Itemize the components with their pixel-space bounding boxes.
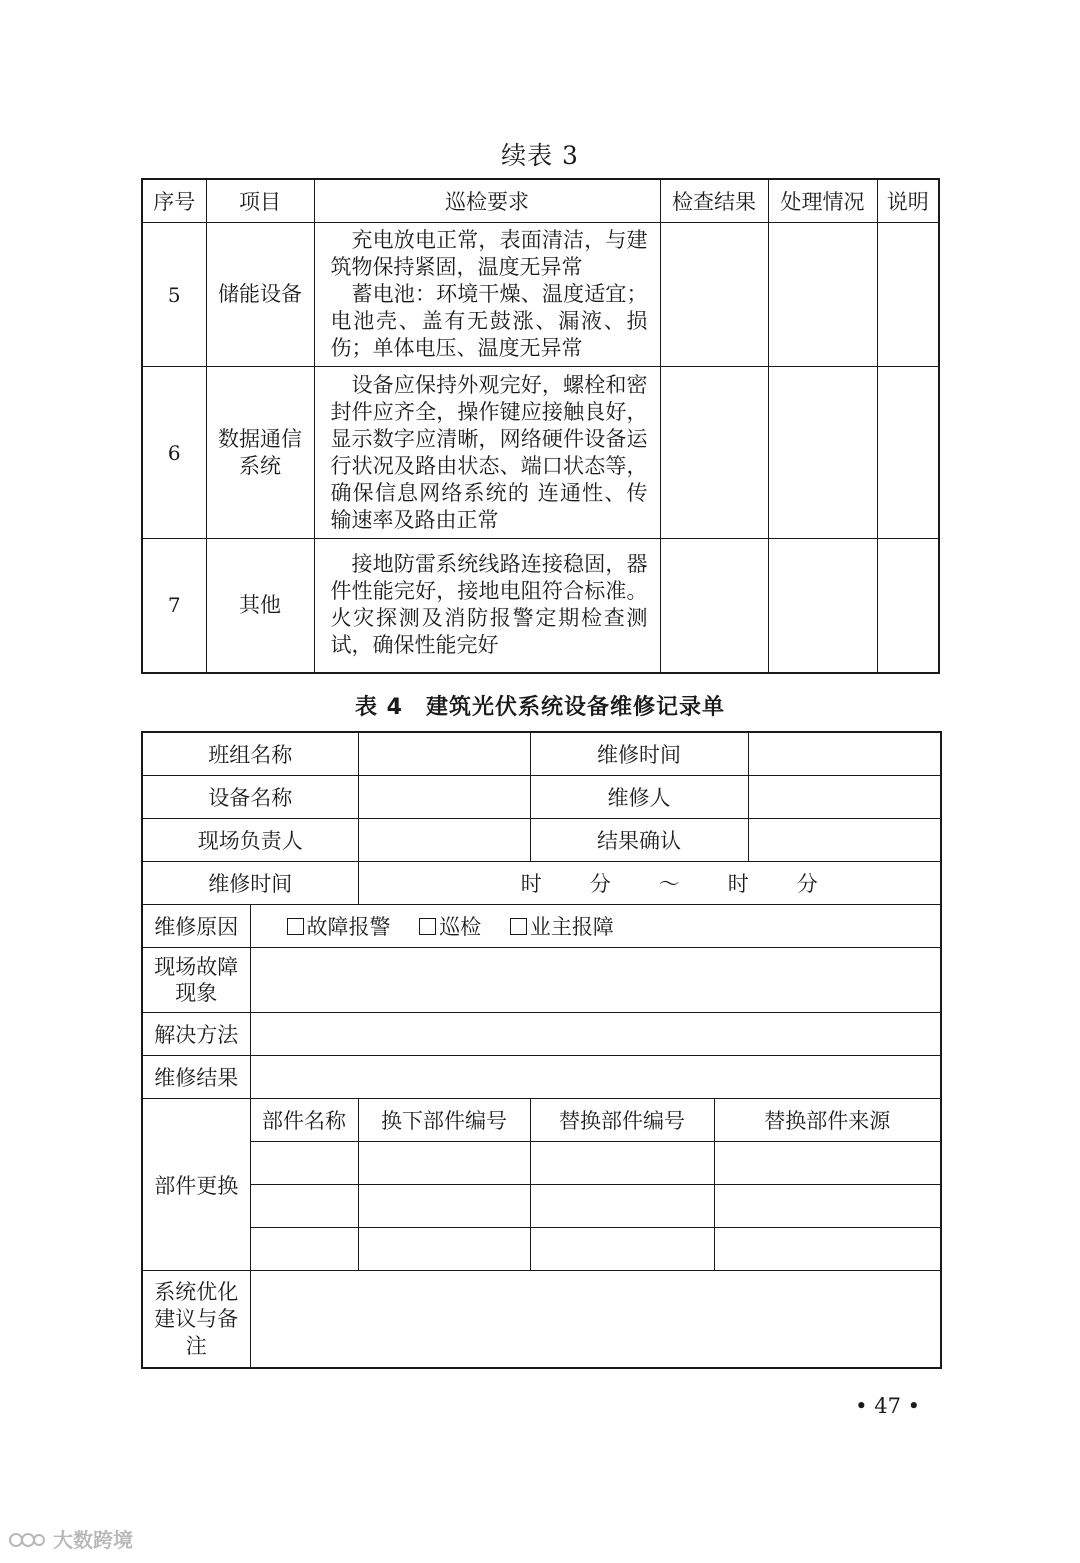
team-name-field[interactable]	[358, 732, 530, 776]
hour-unit: 时	[727, 872, 749, 896]
row-item-line: 系统	[239, 453, 281, 478]
solution-field[interactable]	[250, 1013, 941, 1056]
table4-title: 表 4 建筑光伏系统设备维修记录单	[355, 695, 725, 720]
minute-unit: 分	[796, 872, 818, 896]
form-row	[142, 1271, 941, 1369]
removed-no-cell[interactable]	[358, 1228, 530, 1271]
parts-replacement-label: 部件更换	[142, 1099, 250, 1271]
part-name-cell[interactable]	[250, 1142, 358, 1185]
removed-no-cell[interactable]	[358, 1185, 530, 1228]
parts-header-name: 部件名称	[250, 1099, 358, 1142]
label-line: 现场故障	[154, 955, 239, 979]
handling-cell[interactable]	[768, 223, 877, 367]
repair-duration-label: 维修时间	[142, 862, 358, 905]
repair-time-field[interactable]	[748, 732, 941, 776]
reason-option-label: 业主报障	[529, 915, 614, 939]
form-row	[142, 776, 941, 819]
range-tilde: ～	[658, 872, 680, 896]
form-row	[142, 1013, 941, 1056]
parts-header-source: 替换部件来源	[714, 1099, 941, 1142]
requirement-text: 接地防雷系统线路连接稳固，器件性能完好，接地电阻符合标准。火灾探测及消防报警定期检查测试，确保性能完好	[330, 552, 648, 658]
source-cell[interactable]	[714, 1228, 941, 1271]
repair-result-field[interactable]	[250, 1056, 941, 1099]
watermark-logo-icon	[8, 1529, 46, 1551]
hour-unit: 时	[520, 872, 542, 896]
label-line: 注	[185, 1333, 207, 1358]
header-remarks: 说明	[877, 179, 939, 223]
table-row	[142, 223, 939, 367]
parts-row	[142, 1228, 941, 1271]
repair-record-table	[141, 731, 942, 1369]
parts-row	[142, 1142, 941, 1185]
reason-option-label: 巡检	[439, 915, 482, 939]
row-item	[206, 367, 314, 539]
row-item: 储能设备	[206, 223, 314, 367]
table-row	[142, 367, 939, 539]
form-row	[142, 948, 941, 1013]
header-handling: 处理情况	[768, 179, 877, 223]
row-item-line: 数据通信	[218, 426, 302, 451]
result-confirm-field[interactable]	[748, 819, 941, 862]
header-check-result: 检查结果	[660, 179, 768, 223]
repair-time-label: 维修时间	[530, 732, 748, 776]
row-number: 7	[142, 539, 206, 673]
solution-label: 解决方法	[142, 1013, 250, 1056]
row-requirements	[314, 539, 660, 673]
reason-option-inspection[interactable]	[419, 915, 481, 939]
handling-cell[interactable]	[768, 367, 877, 539]
row-item: 其他	[206, 539, 314, 673]
reason-option-owner-report[interactable]	[510, 915, 614, 939]
parts-header-removed-no: 换下部件编号	[358, 1099, 530, 1142]
repair-reason-label: 维修原因	[142, 905, 250, 948]
source-cell[interactable]	[714, 1142, 941, 1185]
site-manager-label: 现场负责人	[142, 819, 358, 862]
header-seq: 序号	[142, 179, 206, 223]
repair-reason-options	[250, 905, 941, 948]
part-name-cell[interactable]	[250, 1228, 358, 1271]
repairer-field[interactable]	[748, 776, 941, 819]
repairer-label: 维修人	[530, 776, 748, 819]
form-row	[142, 732, 941, 776]
form-row	[142, 1056, 941, 1099]
replacement-no-cell[interactable]	[530, 1228, 714, 1271]
reason-option-fault-alarm[interactable]	[287, 915, 391, 939]
form-row	[142, 1099, 941, 1142]
form-row	[142, 862, 941, 905]
check-result-cell[interactable]	[660, 367, 768, 539]
minute-unit: 分	[589, 872, 611, 896]
requirement-text: 设备应保持外观完好，螺栓和密封件应齐全，操作键应接触良好，显示数字应清晰，网络硬件设备运行状况及路由状态、端口状态等，确保信息网络系统的 连通性、传输速率及路由正常	[330, 372, 648, 532]
table-header-row	[142, 179, 939, 223]
row-number: 5	[142, 223, 206, 367]
watermark	[8, 1524, 133, 1553]
removed-no-cell[interactable]	[358, 1142, 530, 1185]
team-name-label: 班组名称	[142, 732, 358, 776]
requirement-text: 充电放电正常，表面清洁，与建筑物保持紧固，温度无异常	[330, 228, 648, 279]
form-row	[142, 819, 941, 862]
site-manager-field[interactable]	[358, 819, 530, 862]
remarks-cell[interactable]	[877, 367, 939, 539]
row-number: 6	[142, 367, 206, 539]
checkbox[interactable]	[510, 918, 527, 935]
checkbox[interactable]	[419, 918, 436, 935]
parts-row	[142, 1185, 941, 1228]
device-name-field[interactable]	[358, 776, 530, 819]
label-line: 现象	[175, 981, 218, 1005]
handling-cell[interactable]	[768, 539, 877, 673]
fault-phenomenon-label	[142, 948, 250, 1013]
optimization-notes-label	[142, 1271, 250, 1369]
watermark-text: 大数跨境	[52, 1528, 133, 1552]
requirement-text: 蓄电池：环境干燥、温度适宜；电池壳、盖有无鼓涨、漏液、损伤；单体电压、温度无异常	[330, 282, 648, 360]
check-result-cell[interactable]	[660, 223, 768, 367]
table-row	[142, 539, 939, 673]
optimization-notes-field[interactable]	[250, 1271, 941, 1369]
page-number: • 47 •	[855, 1394, 920, 1418]
checkbox[interactable]	[287, 918, 304, 935]
remarks-cell[interactable]	[877, 539, 939, 673]
source-cell[interactable]	[714, 1185, 941, 1228]
part-name-cell[interactable]	[250, 1185, 358, 1228]
inspection-table-continued	[141, 178, 940, 674]
label-line: 建议与备	[154, 1306, 239, 1331]
header-item: 项目	[206, 179, 314, 223]
reason-option-label: 故障报警	[306, 915, 391, 939]
result-confirm-label: 结果确认	[530, 819, 748, 862]
row-requirements	[314, 367, 660, 539]
replacement-no-cell[interactable]	[530, 1185, 714, 1228]
replacement-no-cell[interactable]	[530, 1142, 714, 1185]
page-title: 续表 3	[501, 141, 579, 170]
label-line: 系统优化	[154, 1279, 239, 1304]
row-requirements	[314, 223, 660, 367]
repair-duration-field[interactable]	[358, 862, 941, 905]
form-row	[142, 905, 941, 948]
header-requirements: 巡检要求	[314, 179, 660, 223]
device-name-label: 设备名称	[142, 776, 358, 819]
remarks-cell[interactable]	[877, 223, 939, 367]
repair-result-label: 维修结果	[142, 1056, 250, 1099]
parts-header-replacement-no: 替换部件编号	[530, 1099, 714, 1142]
check-result-cell[interactable]	[660, 539, 768, 673]
fault-phenomenon-field[interactable]	[250, 948, 941, 1013]
